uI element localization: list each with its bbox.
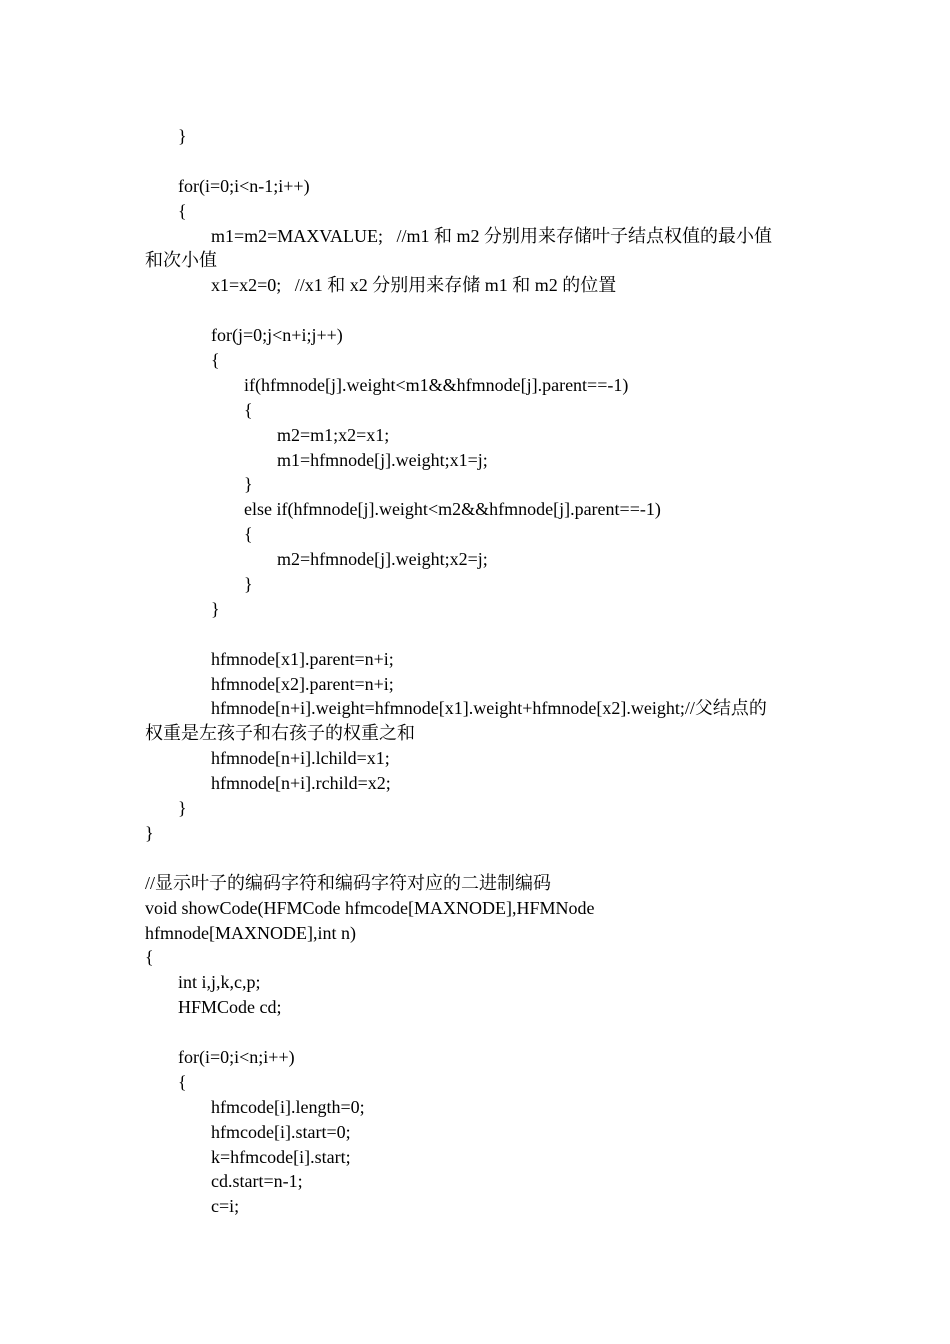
code-comment: //显示叶子的编码字符和编码字符对应的二进制编码 — [145, 872, 551, 893]
code-line: x1=x2=0; //x1 和 x2 分别用来存储 m1 和 m2 的位置 — [211, 275, 617, 296]
code-line: if(hfmnode[j].weight<m1&&hfmnode[j].parent==-1) — [244, 374, 629, 395]
blank-line — [145, 846, 810, 871]
code-line: c=i; — [211, 1196, 240, 1217]
code-line: HFMCode cd; — [178, 997, 282, 1018]
code-line: } — [178, 798, 187, 819]
blank-line — [145, 149, 810, 174]
code-line: { — [211, 350, 220, 371]
code-line: hfmcode[i].length=0; — [211, 1096, 365, 1117]
code-line: for(i=0;i<n;i++) — [178, 1046, 295, 1067]
code-line: k=hfmcode[i].start; — [211, 1146, 351, 1167]
code-line: hfmnode[x2].parent=n+i; — [211, 673, 394, 694]
code-line: m2=m1;x2=x1; — [277, 424, 390, 445]
code-line: 和次小值 — [145, 250, 217, 271]
code-line: hfmnode[x1].parent=n+i; — [211, 648, 394, 669]
code-line: for(i=0;i<n-1;i++) — [178, 175, 310, 196]
code-line: 权重是左孩子和右孩子的权重之和 — [145, 723, 415, 744]
code-listing — [145, 124, 810, 1219]
code-line: { — [145, 947, 154, 968]
code-line: m1=m2=MAXVALUE; //m1 和 m2 分别用来存储叶子结点权值的最小值 — [211, 225, 772, 246]
code-line: void showCode(HFMCode hfmcode[MAXNODE],HFMNode — [145, 897, 595, 918]
blank-line — [145, 298, 810, 323]
code-line: hfmnode[n+i].rchild=x2; — [211, 773, 391, 794]
code-line: cd.start=n-1; — [211, 1171, 303, 1192]
code-line: } — [145, 822, 154, 843]
code-line: } — [244, 574, 253, 595]
code-line: { — [178, 1071, 187, 1092]
code-line: m2=hfmnode[j].weight;x2=j; — [277, 549, 488, 570]
code-line: } — [211, 598, 220, 619]
code-line: { — [244, 399, 253, 420]
code-line: { — [178, 200, 187, 221]
code-line: else if(hfmnode[j].weight<m2&&hfmnode[j].parent==-1) — [244, 499, 661, 520]
code-line: hfmnode[n+i].weight=hfmnode[x1].weight+hfmnode[x2].weight;//父结点的 — [211, 698, 767, 719]
code-line: for(j=0;j<n+i;j++) — [211, 325, 343, 346]
code-line: } — [244, 474, 253, 495]
code-line: hfmcode[i].start=0; — [211, 1121, 351, 1142]
code-line: } — [178, 126, 187, 146]
blank-line — [145, 1020, 810, 1045]
code-line: hfmnode[n+i].lchild=x1; — [211, 748, 390, 769]
code-line: int i,j,k,c,p; — [178, 972, 261, 993]
blank-line — [145, 622, 810, 647]
code-line: hfmnode[MAXNODE],int n) — [145, 922, 356, 943]
code-line: { — [244, 524, 253, 545]
code-line: m1=hfmnode[j].weight;x1=j; — [277, 449, 488, 470]
